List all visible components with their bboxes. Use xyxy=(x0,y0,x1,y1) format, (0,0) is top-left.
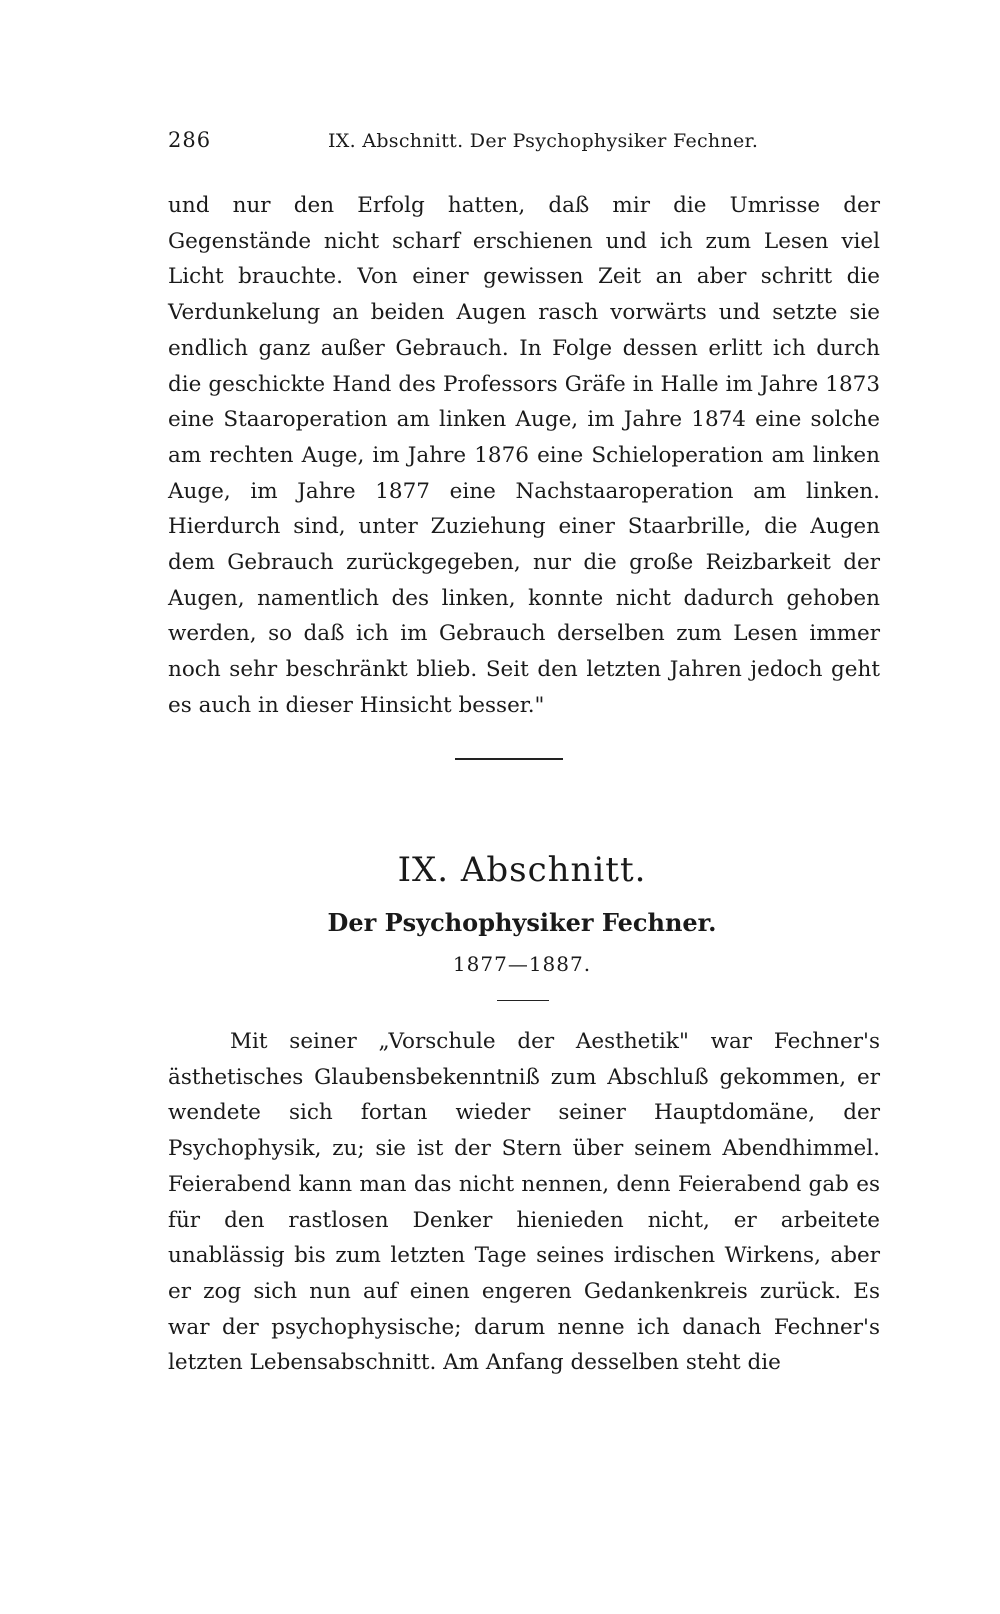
page-number: 286 xyxy=(168,128,212,152)
paragraph-section-start: Mit seiner „Vorschule der Aesthetik" war Fechner's ästhetisches Glaubensbekenntniß zum Abschluß gekommen, er wendete sich fortan wieder seiner Hauptdomäne, der Psychophysik, zu; sie ist der Stern über seinem Abendhimmel. Feierabend kann man das nicht nennen, denn Feierabend gab es für den rastlosen Denker hienieden nicht, er arbeitete unablässig bis zum letzten Tage seines irdischen Wirkens, aber er zog sich nun auf einen engeren Gedankenkreis zurück. Es war der psychophysische; darum nenne ich danach Fechner's letzten Lebensabschnitt. Am Anfang desselben steht die xyxy=(168,1029,880,1376)
section-subtitle: Der Psychophysiker Fechner. xyxy=(327,908,717,937)
running-title: IX. Abschnitt. Der Psychophysiker Fechner. xyxy=(328,130,759,152)
section-years: 1877—1887. xyxy=(452,952,592,976)
section-divider xyxy=(455,758,563,760)
paragraph-continued: und nur den Erfolg hatten, daß mir die Umrisse der Gegenstände nicht scharf erschienen und ich zum Lesen viel Licht brauchte. Von einer gewissen Zeit an aber schritt die Verdunkelung an beiden Augen rasch vorwärts und setzte sie endlich ganz außer Gebrauch. In Folge dessen erlitt ich durch die geschickte Hand des Professors Gräfe in Halle im Jahre 1873 eine Staaroperation am linken Auge, im Jahre 1874 eine solche am rechten Auge, im Jahre 1876 eine Schieloperation am linken Auge, im Jahre 1877 eine Nachstaaroperation am linken. Hierdurch sind, unter Zuziehung einer Staarbrille, die Augen dem Gebrauch zurückgegeben, nur die große Reizbarkeit der Augen, namentlich des linken, konnte nicht dadurch gehoben werden, so daß ich im Gebrauch derselben zum Lesen immer noch sehr beschränkt blieb. Seit den letzten Jahren jedoch geht es auch in dieser Hinsicht besser." xyxy=(168,193,880,718)
running-head xyxy=(168,128,888,158)
section-heading: IX. Abschnitt. xyxy=(397,850,647,890)
heading-rule xyxy=(497,1000,549,1001)
